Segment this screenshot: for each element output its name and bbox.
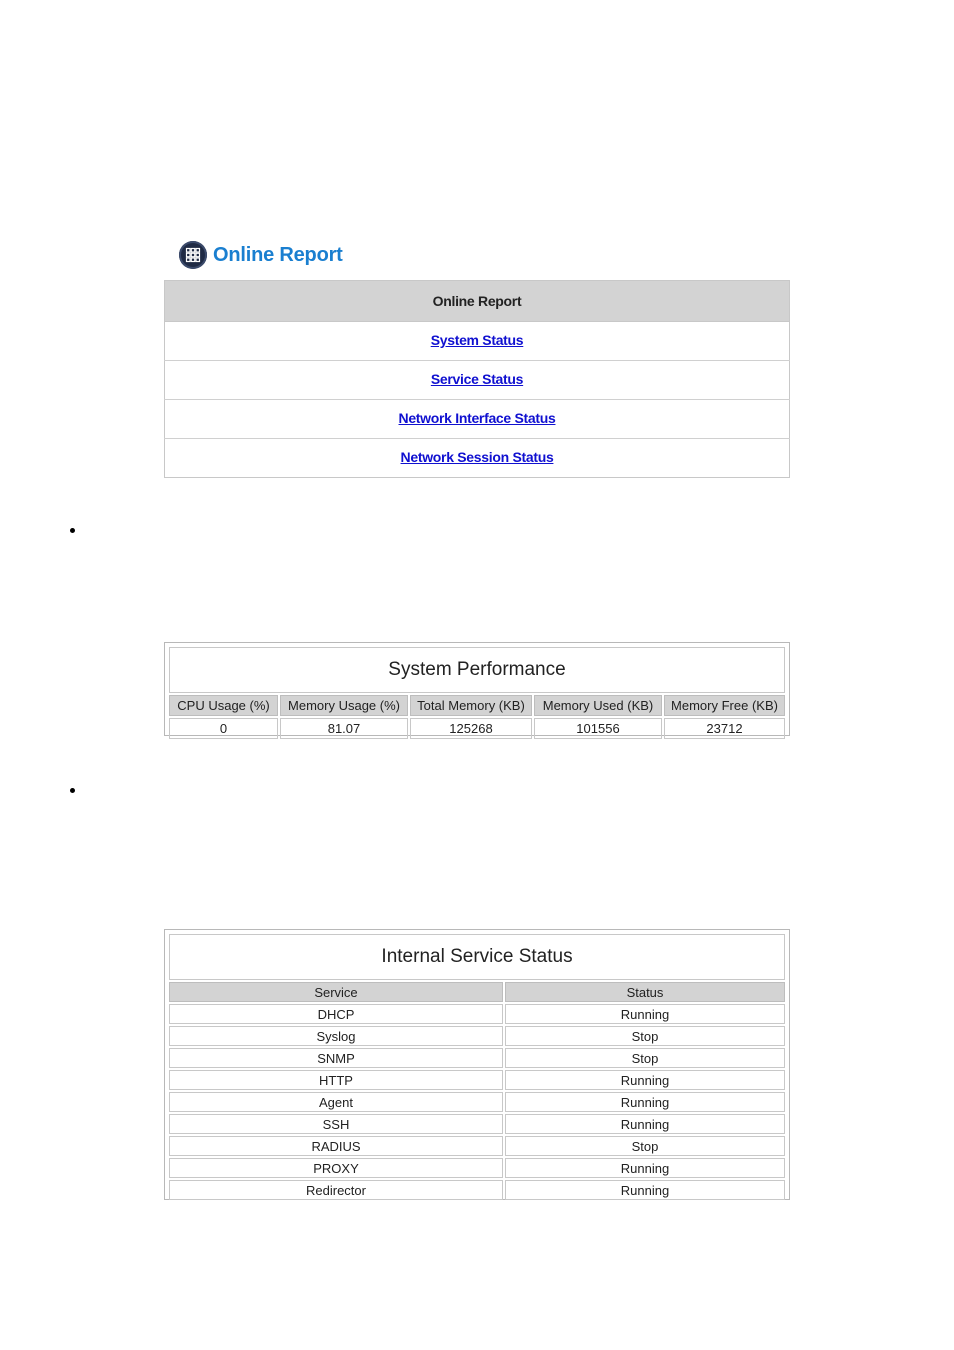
online-report-heading	[179, 240, 343, 270]
internal-service-status-panel	[164, 929, 790, 1200]
column-header: Memory Free (KB)	[664, 695, 785, 716]
system-performance-panel	[164, 642, 790, 736]
table-row	[169, 718, 785, 739]
network-interface-status-link[interactable]: Network Interface Status	[398, 410, 556, 426]
service-status: Running	[505, 1070, 785, 1090]
table-row	[169, 1114, 785, 1134]
cpu-usage-value: 0	[169, 718, 278, 739]
table-row	[169, 1180, 785, 1200]
table-row	[165, 400, 790, 439]
service-status: Running	[505, 1114, 785, 1134]
column-header: Service	[169, 982, 503, 1002]
grid-menu-icon	[179, 241, 207, 269]
column-header: Status	[505, 982, 785, 1002]
service-name: DHCP	[169, 1004, 503, 1024]
table-row	[169, 1048, 785, 1068]
table-row	[169, 1158, 785, 1178]
service-name: RADIUS	[169, 1136, 503, 1156]
table-row	[169, 1092, 785, 1112]
service-status: Stop	[505, 1136, 785, 1156]
table-row	[165, 439, 790, 478]
table-header-row	[165, 281, 790, 322]
system-performance-title: System Performance	[169, 647, 785, 693]
system-status-link[interactable]: System Status	[430, 332, 524, 348]
service-name: SNMP	[169, 1048, 503, 1068]
table-row	[165, 361, 790, 400]
service-status: Stop	[505, 1026, 785, 1046]
table-header-row	[169, 982, 785, 1002]
total-memory-value: 125268	[410, 718, 532, 739]
online-report-table	[164, 280, 790, 478]
service-name: HTTP	[169, 1070, 503, 1090]
table-row	[169, 1070, 785, 1090]
service-status: Running	[505, 1180, 785, 1200]
service-name: Agent	[169, 1092, 503, 1112]
table-row	[165, 322, 790, 361]
internal-service-status-table	[167, 932, 787, 1202]
column-header: Total Memory (KB)	[410, 695, 532, 716]
table-header-row	[169, 695, 785, 716]
service-name: Redirector	[169, 1180, 503, 1200]
memory-used-value: 101556	[534, 718, 662, 739]
service-name: Syslog	[169, 1026, 503, 1046]
online-report-header: Online Report	[165, 281, 790, 322]
service-status: Running	[505, 1092, 785, 1112]
bullet-point	[70, 528, 75, 533]
memory-free-value: 23712	[664, 718, 785, 739]
service-status: Stop	[505, 1048, 785, 1068]
service-status-link[interactable]: Service Status	[430, 371, 524, 387]
network-session-status-link[interactable]: Network Session Status	[400, 449, 554, 465]
bullet-point	[70, 788, 75, 793]
table-row	[169, 1026, 785, 1046]
service-name: PROXY	[169, 1158, 503, 1178]
service-status: Running	[505, 1004, 785, 1024]
column-header: Memory Usage (%)	[280, 695, 408, 716]
system-performance-table	[167, 645, 787, 741]
page-title: Online Report	[213, 243, 343, 266]
service-name: SSH	[169, 1114, 503, 1134]
memory-usage-value: 81.07	[280, 718, 408, 739]
internal-service-status-title: Internal Service Status	[169, 934, 785, 980]
service-status: Running	[505, 1158, 785, 1178]
table-row	[169, 1004, 785, 1024]
column-header: Memory Used (KB)	[534, 695, 662, 716]
table-row	[169, 1136, 785, 1156]
column-header: CPU Usage (%)	[169, 695, 278, 716]
